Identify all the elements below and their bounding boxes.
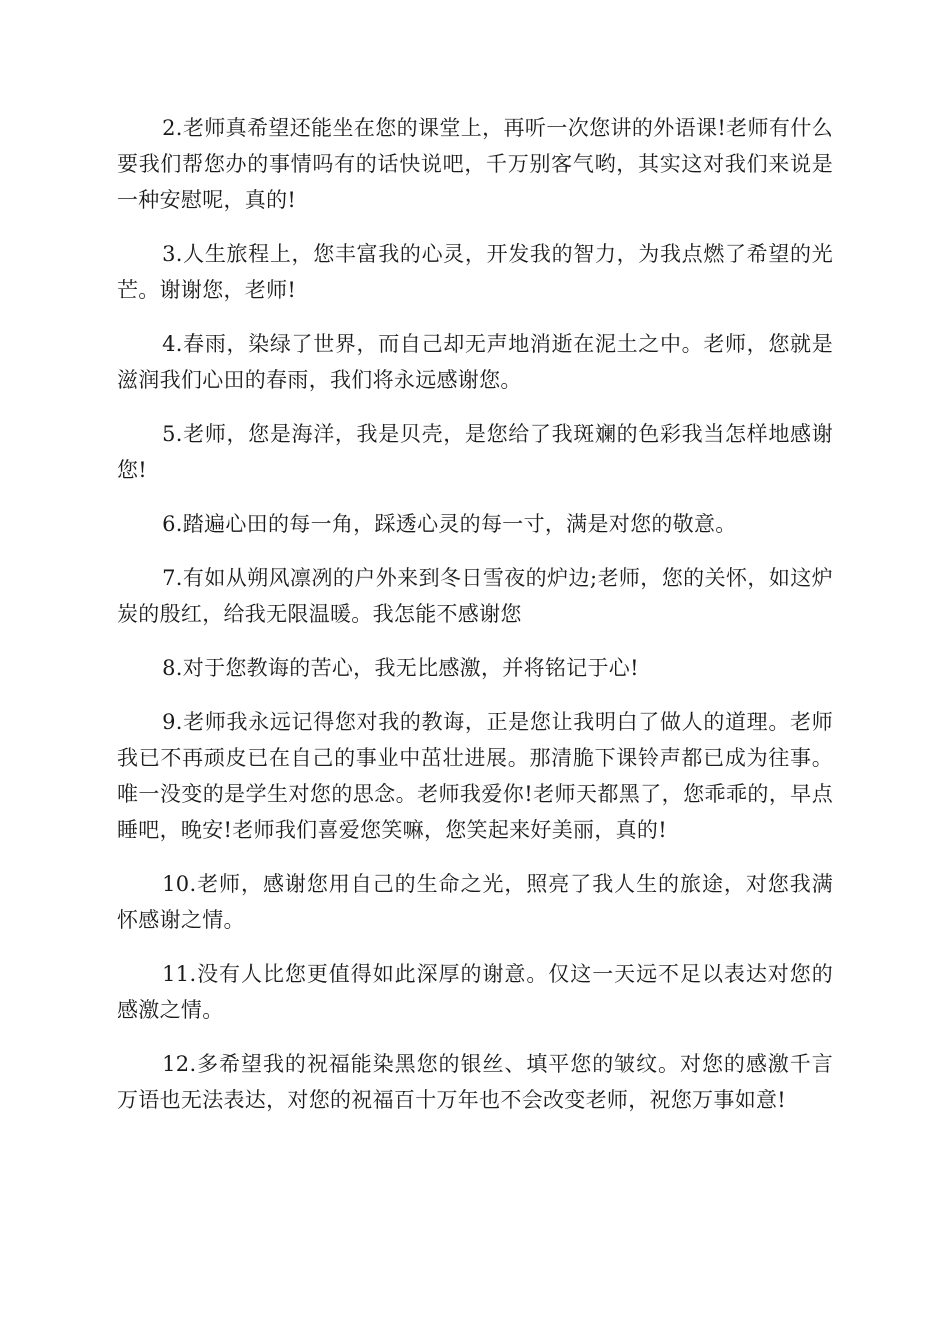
- paragraph-7: 7.有如从朔风凛冽的户外来到冬日雪夜的炉边;老师，您的关怀，如这炉炭的殷红，给我无限温暖。我怎能不感谢您: [117, 566, 833, 626]
- paragraph-5: 5.老师，您是海洋，我是贝壳，是您给了我斑斓的色彩我当怎样地感谢您!: [117, 422, 833, 482]
- paragraph-12: 12.多希望我的祝福能染黑您的银丝、填平您的皱纹。对您的感激千言万语也无法表达，对您的祝福百十万年也不会改变老师，祝您万事如意!: [117, 1052, 833, 1112]
- paragraph-2: 2.老师真希望还能坐在您的课堂上，再听一次您讲的外语课!老师有什么要我们帮您办的事情吗有的话快说吧，千万别客气哟，其实这对我们来说是一种安慰呢，真的!: [117, 116, 833, 212]
- paragraph-6: 6.踏遍心田的每一角，踩透心灵的每一寸，满是对您的敬意。: [162, 512, 737, 536]
- document-body: [117, 110, 833, 1136]
- paragraph-11: 11.没有人比您更值得如此深厚的谢意。仅这一天远不足以表达对您的感激之情。: [117, 962, 833, 1022]
- paragraph-10: 10.老师，感谢您用自己的生命之光，照亮了我人生的旅途，对您我满怀感谢之情。: [117, 872, 833, 932]
- paragraph-4: 4.春雨，染绿了世界，而自己却无声地消逝在泥土之中。老师，您就是滋润我们心田的春雨，我们将永远感谢您。: [117, 332, 833, 392]
- paragraph-9: 9.老师我永远记得您对我的教诲，正是您让我明白了做人的道理。老师我已不再顽皮已在自己的事业中茁壮进展。那清脆下课铃声都已成为往事。唯一没变的是学生对您的思念。老师我爱你!老师天都黑了，您乖乖的，早点睡吧，晚安!老师我们喜爱您笑嘛，您笑起来好美丽，真的!: [117, 710, 833, 842]
- paragraph-3: 3.人生旅程上，您丰富我的心灵，开发我的智力，为我点燃了希望的光芒。谢谢您，老师!: [117, 242, 833, 302]
- paragraph-8: 8.对于您教诲的苦心，我无比感激，并将铭记于心!: [162, 656, 639, 680]
